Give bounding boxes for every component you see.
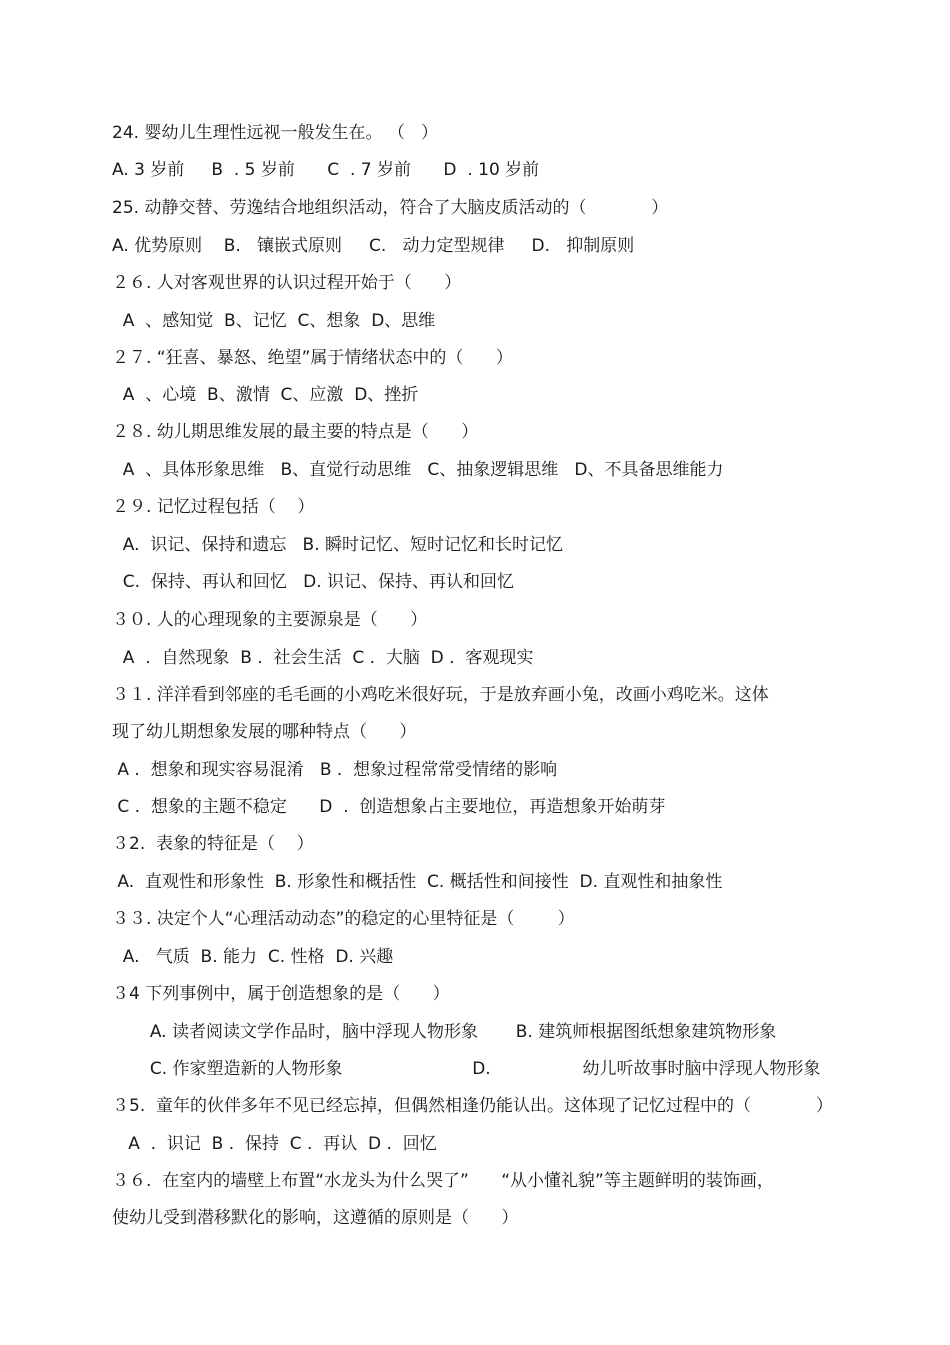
question-24-stem: 24. 婴幼儿生理性远视一般发生在。 （ ） <box>112 123 439 143</box>
question-34-options-2: C. 作家塑造新的人物形象 D. 幼儿听故事时脑中浮现人物形象 <box>112 1059 821 1079</box>
question-28-options: A 、具体形象思维 B、直觉行动思维 C、抽象逻辑思维 D、不具备思维能力 <box>112 460 724 480</box>
question-24-options: A. 3 岁前 B . 5 岁前 C . 7 岁前 D . 10 岁前 <box>112 160 540 180</box>
question-27-stem: ２７. “狂喜、暴怒、绝望”属于情绪状态中的（ ） <box>112 348 513 368</box>
question-33-stem: ３３. 决定个人“心理活动动态”的稳定的心里特征是（ ） <box>112 909 575 929</box>
question-32-stem: ３2. 表象的特征是（ ） <box>112 834 314 854</box>
question-34-options-1: A. 读者阅读文学作品时，脑中浮现人物形象 B. 建筑师根据图纸想象建筑物形象 <box>112 1022 777 1042</box>
question-29-options-1: A. 识记、保持和遗忘 B. 瞬时记忆、短时记忆和长时记忆 <box>112 535 564 555</box>
question-34-stem: ３4 下列事例中，属于创造想象的是（ ） <box>112 984 450 1004</box>
question-35-options: A . 识记 B . 保持 C . 再认 D . 回忆 <box>112 1134 437 1154</box>
question-29-stem: ２９. 记忆过程包括（ ） <box>112 497 315 517</box>
question-26-options: A 、感知觉 B、记忆 C、想象 D、思维 <box>112 311 436 331</box>
question-36-stem-1: ３６. 在室内的墙壁上布置“水龙头为什么哭了” “从小懂礼貌”等主题鲜明的装饰画， <box>112 1171 774 1191</box>
question-25-options: A. 优势原则 B. 镶嵌式原则 C. 动力定型规律 D. 抑制原则 <box>112 236 635 256</box>
question-31-stem-1: ３１. 洋洋看到邻座的毛毛画的小鸡吃米很好玩，于是放弃画小兔，改画小鸡吃米。这体 <box>112 685 769 705</box>
question-30-options: A . 自然现象 B . 社会生活 C . 大脑 D . 客观现实 <box>112 648 534 668</box>
question-28-stem: ２８. 幼儿期思维发展的最主要的特点是（ ） <box>112 422 479 442</box>
question-27-options: A 、心境 B、激情 C、应激 D、挫折 <box>112 385 419 405</box>
question-33-options: A. 气质 B. 能力 C. 性格 D. 兴趣 <box>112 947 394 967</box>
question-32-options: A. 直观性和形象性 B. 形象性和概括性 C. 概括性和间接性 D. 直观性和抽象性 <box>112 872 723 892</box>
question-26-stem: ２６. 人对客观世界的认识过程开始于（ ） <box>112 273 462 293</box>
question-29-options-2: C. 保持、再认和回忆 D. 识记、保持、再认和回忆 <box>112 572 514 592</box>
question-35-stem: ３5. 童年的伙伴多年不见已经忘掉，但偶然相逢仍能认出。这体现了记忆过程中的（ ） <box>112 1096 833 1116</box>
question-25-stem: 25. 动静交替、劳逸结合地组织活动，符合了大脑皮质活动的（ ） <box>112 198 669 218</box>
question-30-stem: ３０. 人的心理现象的主要源泉是（ ） <box>112 610 428 630</box>
question-31-options-2: C . 想象的主题不稳定 D . 创造想象占主要地位，再造想象开始萌芽 <box>112 797 666 817</box>
question-36-stem-2: 使幼儿受到潜移默化的影响，这遵循的原则是（ ） <box>112 1208 519 1228</box>
question-31-stem-2: 现了幼儿期想象发展的哪种特点（ ） <box>112 722 417 742</box>
question-31-options-1: A . 想象和现实容易混淆 B . 想象过程常常受情绪的影响 <box>112 760 558 780</box>
